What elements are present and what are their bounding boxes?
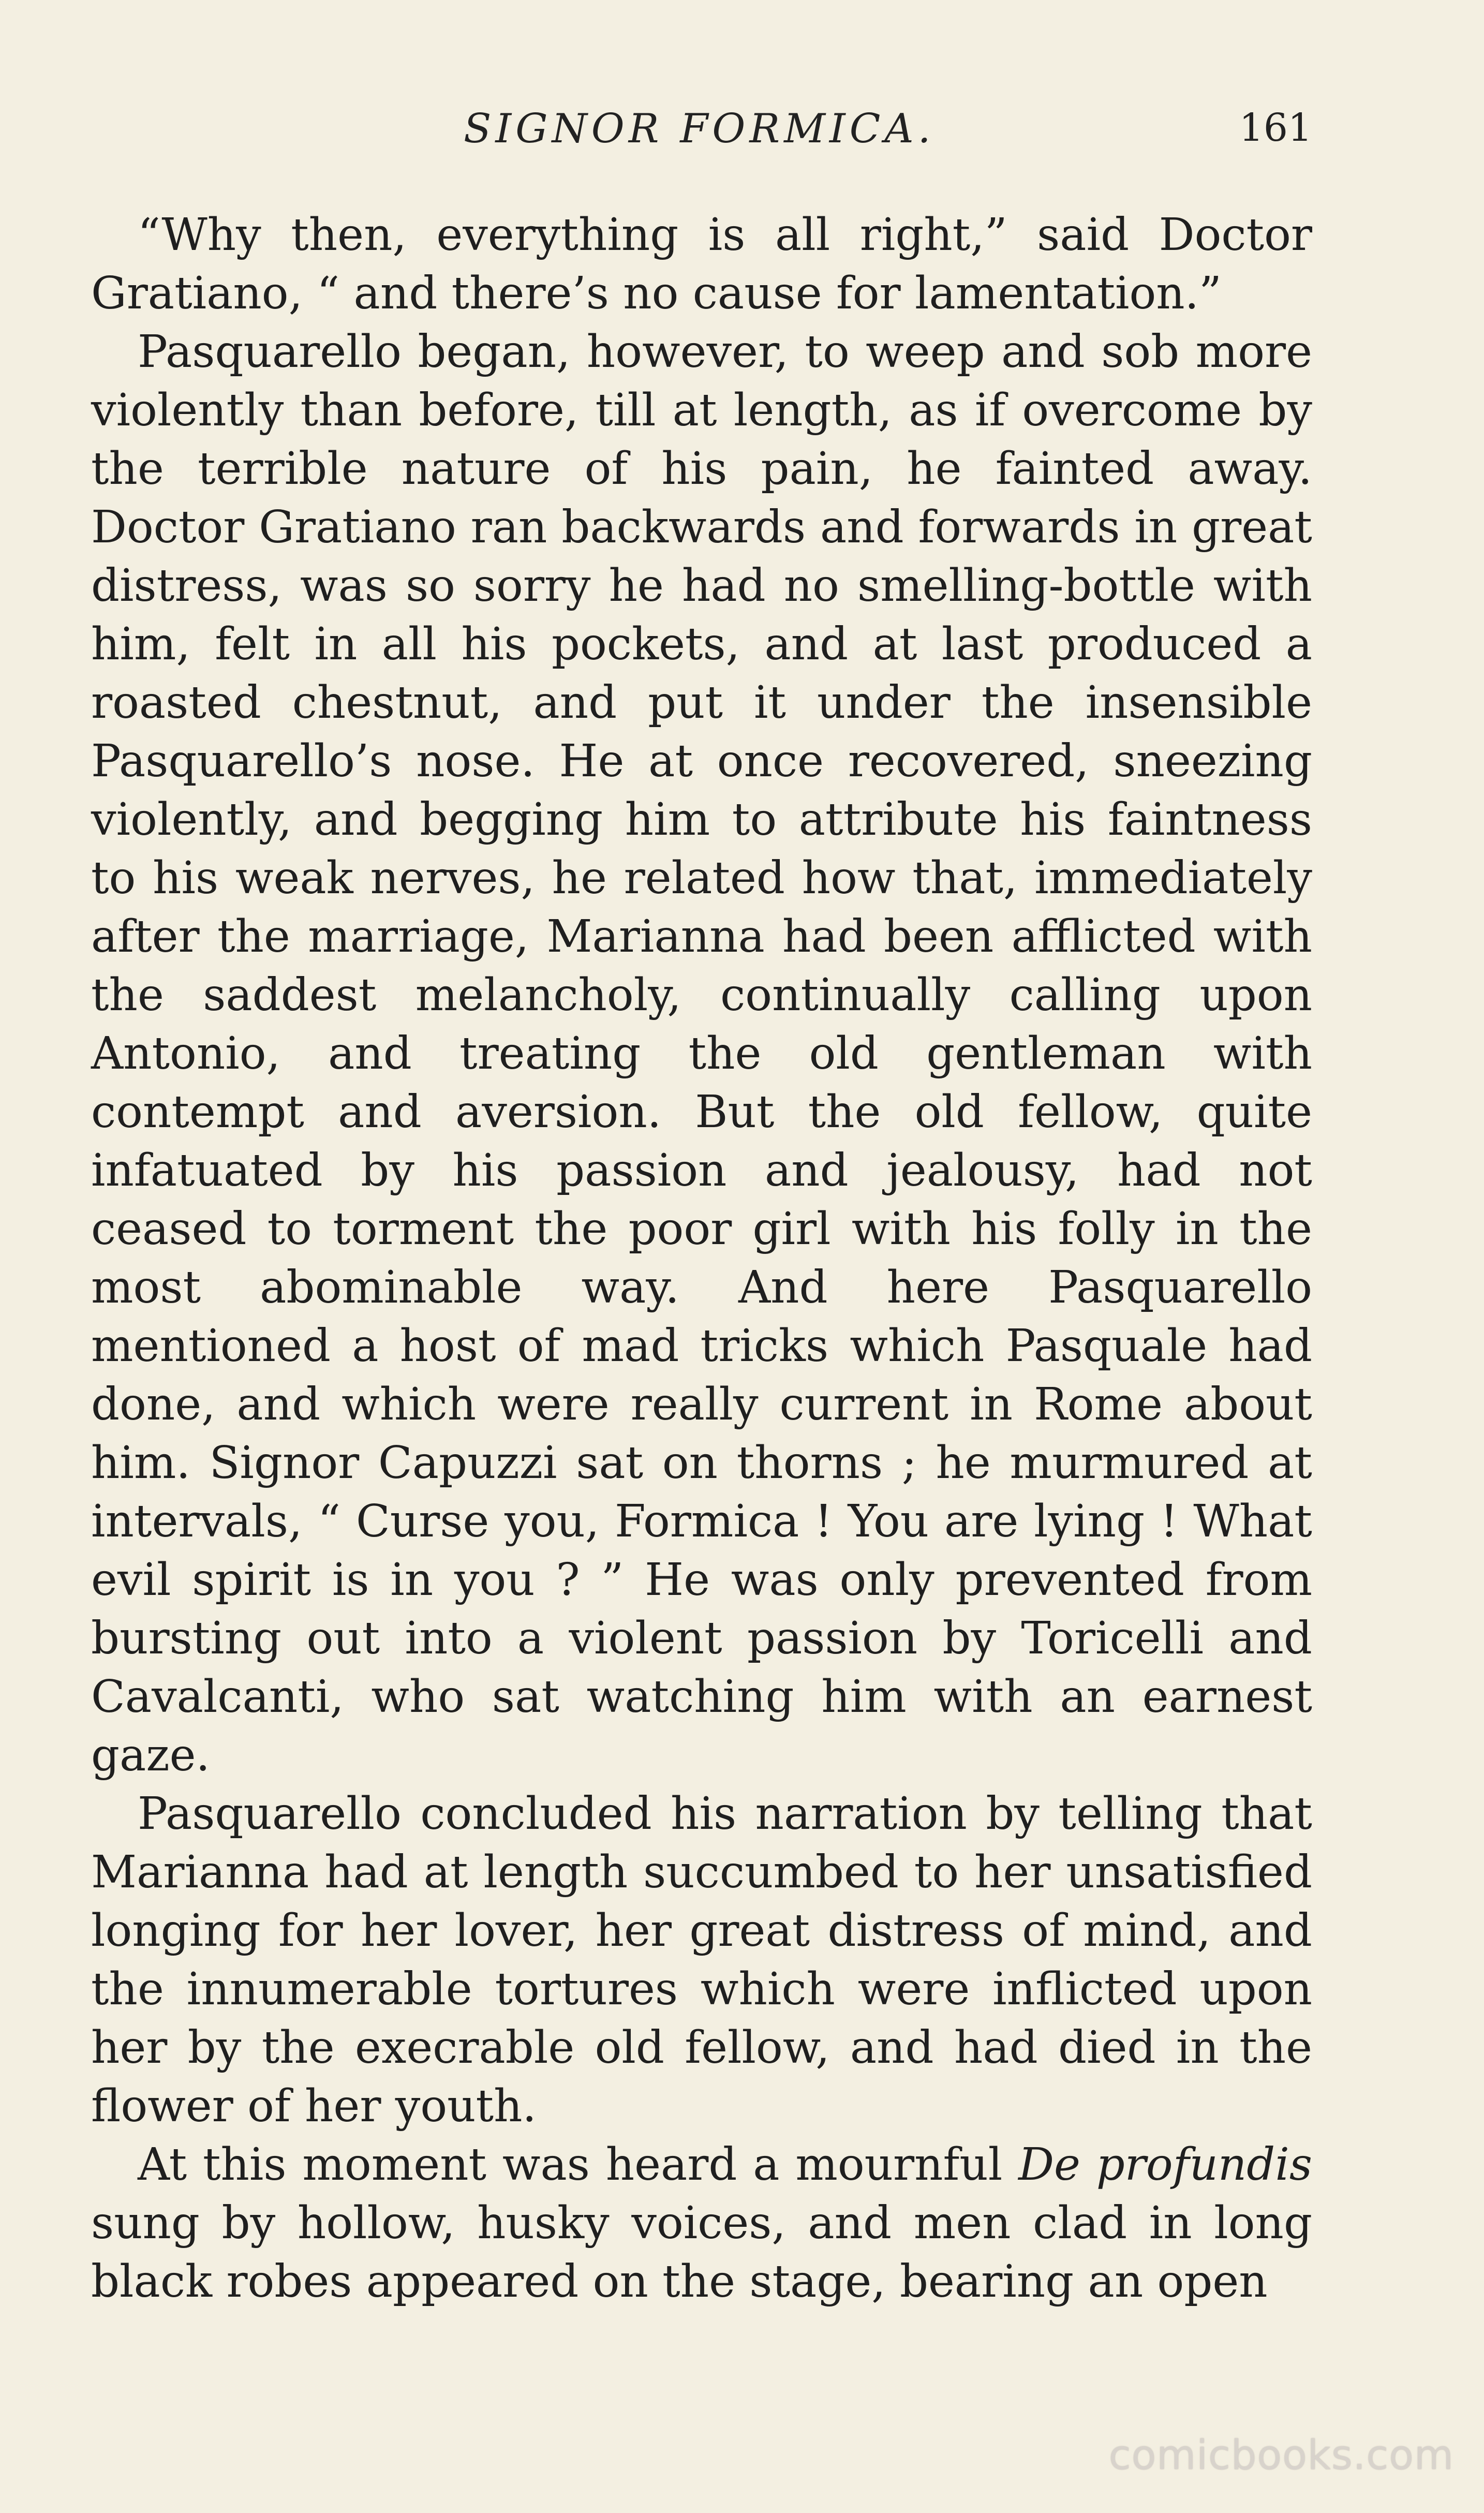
- paragraph-4-before-italic: At this moment was heard a mournful: [138, 2139, 1019, 2191]
- de-profundis-text: De profundis: [1018, 2139, 1312, 2191]
- body-text: [91, 206, 1312, 2311]
- paragraph-4-after-italic: sung by hollow, husky voices, and men clad in long black robes appeared on the stage, bearing an open: [91, 2197, 1312, 2308]
- running-head: SIGNOR FORMICA.: [464, 106, 935, 152]
- watermark-text: comicbooks.com: [1108, 2432, 1454, 2479]
- paragraph-4: [91, 2136, 1312, 2311]
- page-number: 161: [1239, 106, 1312, 150]
- paragraph-1: “Why then, everything is all right,” said Doctor Gratiano, “ and there’s no cause for lamentation.”: [91, 209, 1312, 319]
- paragraph-2: Pasquarello began, however, to weep and sob more violently than before, till at length, as if overcome by the terrible nature of his pain, he fainted away. Doctor Gratiano ran backwards and forwards in great distress, was so sorry he had no smelling-bottle with him, felt in all his pockets, and at last produced a roasted chestnut, and put it under the insensible Pasquarello’s nose. He at once recovered, sneezing violently, and begging him to attribute his faintness to his weak nerves, he related how that, immediately after the marriage, Marianna had been afflicted with the saddest melancholy, continually calling upon Antonio, and treating the old gentleman with contempt and aversion. But the old fellow, quite infatuated by his passion and jealousy, had not ceased to torment the poor girl with his folly in the most abominable way. And here Pasquarello mentioned a host of mad tricks which Pasquale had done, and which were really current in Rome about him. Signor Capuzzi sat on thorns ; he murmured at intervals, “ Curse you, Formica ! You are lying ! What evil spirit is in you ? ” He was only prevented from bursting out into a violent passion by Toricelli and Cavalcanti, who sat watching him with an earnest gaze.: [91, 326, 1312, 1781]
- page-header: [91, 106, 1312, 171]
- paragraph-3: Pasquarello concluded his narration by telling that Marianna had at length succumbed to her unsatisfied longing for her lover, her great distress of mind, and the innumerable tortures which were inflicted upon her by the execrable old fellow, and had died in the flower of her youth.: [91, 1788, 1312, 2132]
